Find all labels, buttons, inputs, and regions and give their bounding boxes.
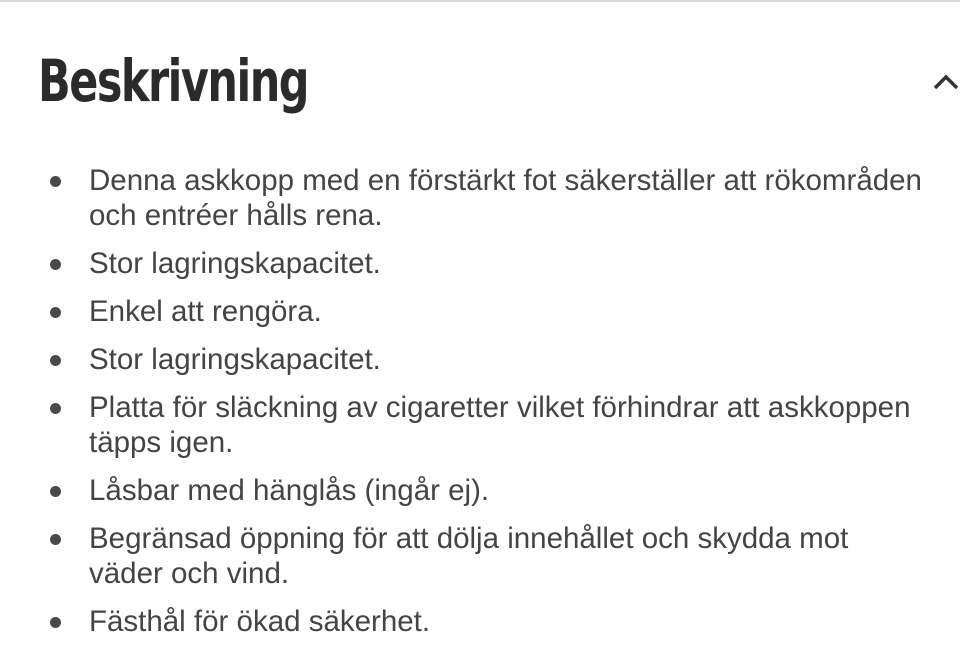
list-item-text: Låsbar med hänglås (ingår ej). bbox=[89, 474, 490, 507]
section-title: Beskrivning bbox=[38, 47, 309, 115]
list-item bbox=[0, 390, 960, 460]
bullet bbox=[50, 617, 61, 628]
list-item-text: Denna askkopp med en förstärkt fot säkerställer att rökområden och entréer hålls rena. bbox=[89, 164, 922, 232]
bullet bbox=[50, 176, 61, 187]
bullet bbox=[50, 534, 61, 545]
bullet bbox=[50, 307, 61, 318]
bullet bbox=[50, 486, 61, 497]
chevron-up-icon bbox=[926, 62, 960, 102]
list-item bbox=[0, 163, 960, 233]
list-item bbox=[0, 604, 960, 639]
list-item-text: Enkel att rengöra. bbox=[89, 295, 322, 328]
list-item-text: Stor lagringskapacitet. bbox=[89, 343, 381, 376]
bullet bbox=[50, 259, 61, 270]
list-item bbox=[0, 294, 960, 329]
list-item bbox=[0, 521, 960, 591]
list-item bbox=[0, 246, 960, 281]
collapse-toggle-button[interactable] bbox=[926, 62, 960, 102]
bullet bbox=[50, 355, 61, 366]
list-item bbox=[0, 342, 960, 377]
description-list bbox=[0, 163, 960, 652]
list-item-text: Begränsad öppning för att dölja innehållet och skydda mot väder och vind. bbox=[89, 522, 849, 590]
list-item bbox=[0, 473, 960, 508]
list-item-text: Fästhål för ökad säkerhet. bbox=[89, 605, 431, 638]
list-item-text: Stor lagringskapacitet. bbox=[89, 247, 381, 280]
list-item-text: Platta för släckning av cigaretter vilket förhindrar att askkoppen täpps igen. bbox=[89, 391, 911, 459]
bullet bbox=[50, 403, 61, 414]
description-header[interactable] bbox=[0, 40, 960, 130]
